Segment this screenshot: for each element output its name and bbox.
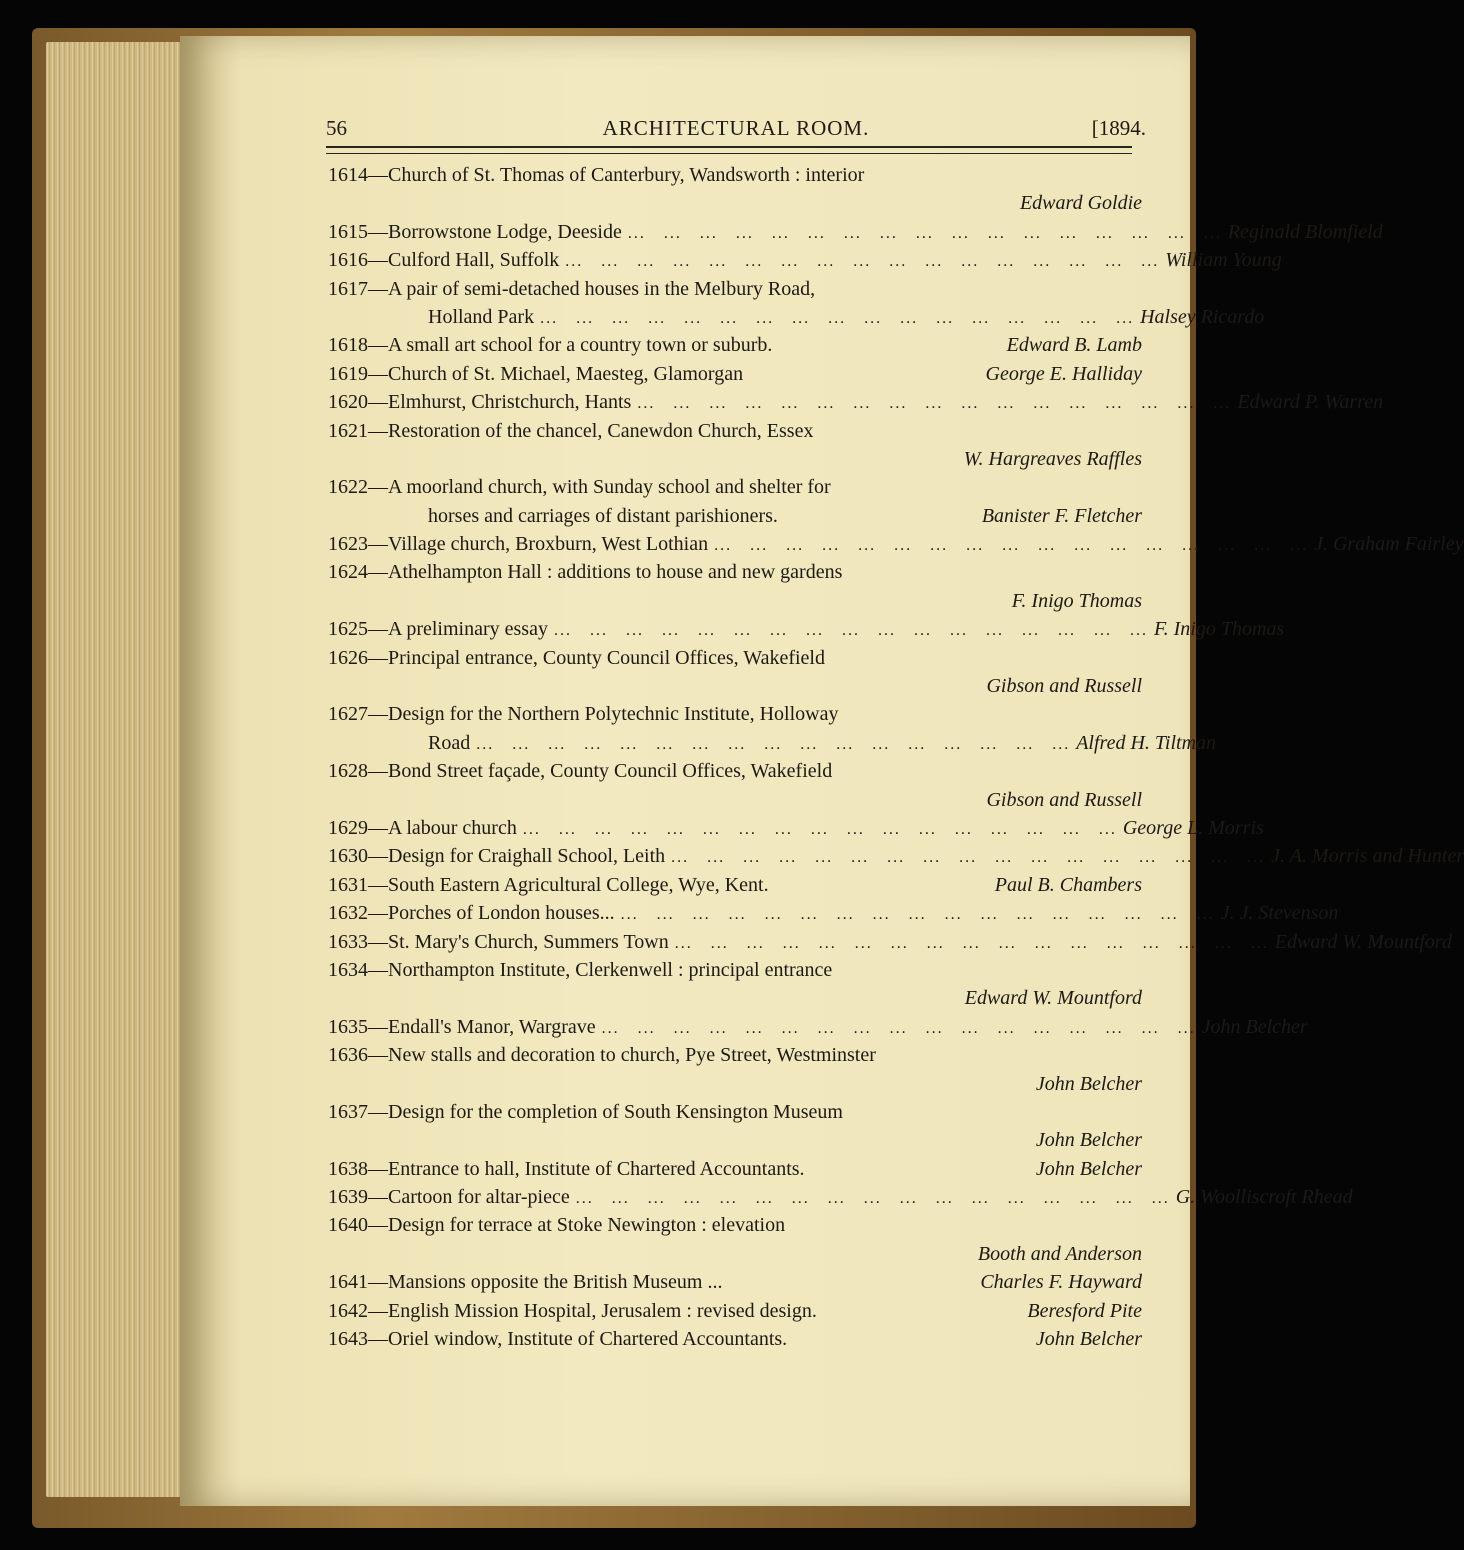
catalogue-entry [328, 1098, 1142, 1155]
entry-title: 1643—Oriel window, Institute of Chartered Accountants. [328, 1328, 788, 1351]
catalogue-entry [328, 1183, 1353, 1211]
dot-leader [615, 901, 1221, 929]
entry-author: Edward P. Warren [1237, 391, 1384, 414]
entry-title: 1630—Design for Craighall School, Leith [328, 845, 666, 868]
catalogue-entry [328, 331, 1142, 359]
entry-author: J. Graham Fairley [1314, 533, 1464, 556]
catalogue-entry [328, 161, 1142, 218]
entry-first-line [328, 1041, 1142, 1069]
catalogue-entry [328, 473, 1142, 530]
entry-author: John Belcher [1035, 1157, 1142, 1180]
entry-title: Holland Park [428, 305, 535, 328]
catalogue-entry [328, 530, 1464, 558]
entry-title: 1619—Church of St. Michael, Maesteg, Glamorgan [328, 362, 744, 385]
catalogue-entry [328, 814, 1264, 842]
catalogue-entry [328, 388, 1384, 416]
running-header [326, 112, 1146, 148]
entry-author: Banister F. Fletcher [981, 504, 1142, 527]
entry-title: 1626—Principal entrance, County Council Offices, Wakefield [328, 646, 825, 669]
entry-title: 1616—Culford Hall, Suffolk [328, 249, 560, 272]
entry-author: George L. Morris [1122, 816, 1264, 839]
dot-leader [665, 844, 1271, 872]
entry-title: horses and carriages of distant parishioners. [428, 504, 778, 527]
entry-author: Paul B. Chambers [994, 873, 1142, 896]
catalogue-entry [328, 899, 1339, 927]
catalogue-entry [328, 1155, 1142, 1183]
entry-title: 1625—A preliminary essay [328, 618, 548, 641]
entry-author: George E. Halliday [985, 362, 1142, 385]
dot-leader [517, 816, 1123, 844]
entry-author: John Belcher [1035, 1072, 1142, 1095]
catalogue-entry [328, 218, 1383, 246]
entry-title: Road [428, 731, 471, 754]
catalogue-entry [328, 1013, 1308, 1041]
entry-continuation-line [328, 303, 1265, 331]
entry-first-line [328, 360, 1142, 388]
entry-author: Edward W. Mountford [964, 987, 1142, 1010]
entry-first-line [328, 700, 1142, 728]
entry-title: 1629—A labour church [328, 816, 517, 839]
entry-author: Edward B. Lamb [1006, 334, 1142, 357]
entry-author: John Belcher [1201, 1015, 1308, 1038]
entry-title: 1640—Design for terrace at Stoke Newington : elevation [328, 1214, 786, 1237]
catalogue-list [328, 161, 1464, 1353]
entry-author: Alfred H. Tiltman [1076, 731, 1217, 754]
entry-continuation-line [328, 502, 1142, 530]
catalogue-entry [328, 700, 1217, 757]
entry-first-line [328, 246, 1282, 274]
entry-author: Booth and Anderson [977, 1242, 1142, 1265]
catalogue-entry [328, 1268, 1142, 1296]
dot-leader [596, 1015, 1202, 1043]
entry-first-line [328, 1297, 1142, 1325]
entry-first-line [328, 1325, 1142, 1353]
entry-continuation-line [328, 729, 1217, 757]
entry-title: 1614—Church of St. Thomas of Canterbury, Wandsworth : interior [328, 164, 865, 186]
catalogue-entry [328, 246, 1282, 274]
entry-author: F. Inigo Thomas [1153, 618, 1285, 641]
entry-author: Charles F. Hayward [980, 1271, 1142, 1294]
dot-leader [622, 220, 1228, 248]
entry-first-line [328, 388, 1384, 416]
entry-first-line [328, 842, 1464, 870]
catalogue-entry [328, 956, 1142, 1013]
entry-first-line [328, 899, 1339, 927]
entry-author: John Belcher [1035, 1129, 1142, 1152]
catalogue-entry [328, 1211, 1142, 1268]
entry-first-line [328, 218, 1383, 246]
dot-leader [570, 1185, 1176, 1213]
entry-title: 1618—A small art school for a country town or suburb. [328, 334, 773, 357]
entry-title: 1642—English Mission Hospital, Jerusalem : revised design. [328, 1299, 817, 1322]
entry-author: Edward W. Mountford [1274, 930, 1452, 953]
header-rule [326, 146, 1132, 154]
entry-first-line [328, 473, 1142, 501]
entry-title: 1631—South Eastern Agricultural College, Wye, Kent. [328, 873, 769, 896]
entry-first-line [328, 615, 1285, 643]
entry-title: 1621—Restoration of the chancel, Canewdon Church, Essex [328, 419, 814, 442]
entry-author: Gibson and Russell [986, 788, 1142, 811]
entry-title: 1620—Elmhurst, Christchurch, Hants [328, 391, 632, 414]
entry-author: Reginald Blomfield [1227, 220, 1383, 243]
entry-title: 1634—Northampton Institute, Clerkenwell : principal entrance [328, 958, 833, 981]
catalogue-entry [328, 1297, 1142, 1325]
entry-first-line [328, 1211, 1142, 1239]
entry-author: F. Inigo Thomas [1011, 589, 1142, 612]
dot-leader [708, 532, 1314, 560]
dot-leader [669, 930, 1275, 958]
entry-first-line [328, 331, 1142, 359]
entry-title: 1636—New stalls and decoration to church, Pye Street, Westminster [328, 1044, 876, 1067]
entry-author: G. Woolliscroft Rhead [1175, 1186, 1353, 1209]
entry-first-line [328, 871, 1142, 899]
entry-author: W. Hargreaves Raffles [963, 447, 1142, 470]
catalogue-entry [328, 842, 1464, 870]
entry-author: Halsey Ricardo [1140, 305, 1265, 328]
entry-title: 1632—Porches of London houses... [328, 902, 615, 925]
entry-title: 1639—Cartoon for altar-piece [328, 1186, 570, 1209]
entry-first-line [328, 558, 1142, 586]
dot-leader [559, 248, 1165, 276]
catalogue-entry [328, 558, 1142, 615]
entry-first-line [328, 1013, 1308, 1041]
entry-author: J. J. Stevenson [1220, 902, 1339, 925]
page-title: ARCHITECTURAL ROOM. [602, 116, 870, 140]
header-year: [1894. [1091, 116, 1146, 140]
entry-title: 1622—A moorland church, with Sunday school and shelter for [328, 476, 831, 499]
entry-author: Gibson and Russell [986, 675, 1142, 698]
catalogue-entry [328, 1041, 1142, 1098]
entry-author: Beresford Pite [1027, 1299, 1142, 1322]
entry-title: 1628—Bond Street façade, County Council Offices, Wakefield [328, 760, 833, 783]
entry-first-line [328, 644, 1142, 672]
page-number: 56 [326, 116, 347, 140]
dot-leader [470, 731, 1076, 759]
entry-author: J. A. Morris and Hunter [1271, 845, 1464, 868]
entry-first-line [328, 530, 1464, 558]
dot-leader [631, 390, 1237, 418]
entry-first-line [328, 161, 1142, 189]
catalogue-entry [328, 757, 1142, 814]
catalogue-entry [328, 615, 1285, 643]
entry-title: 1623—Village church, Broxburn, West Lothian [328, 533, 709, 556]
entry-author: Edward Goldie [1019, 192, 1142, 215]
entry-title: 1635—Endall's Manor, Wargrave [328, 1015, 596, 1038]
entry-title: 1627—Design for the Northern Polytechnic Institute, Holloway [328, 703, 839, 726]
entry-first-line [328, 1183, 1353, 1211]
entry-title: 1641—Mansions opposite the British Museum ... [328, 1271, 723, 1294]
catalogue-entry [328, 275, 1265, 332]
catalogue-entry [328, 417, 1142, 474]
entry-title: 1624—Athelhampton Hall : additions to house and new gardens [328, 561, 843, 584]
catalogue-entry [328, 644, 1142, 701]
entry-first-line [328, 1155, 1142, 1183]
catalogue-entry [328, 360, 1142, 388]
dot-leader [548, 617, 1154, 645]
entry-author: William Young [1165, 249, 1282, 272]
entry-title: 1633—St. Mary's Church, Summers Town [328, 930, 669, 953]
entry-first-line [328, 814, 1264, 842]
entry-title: 1615—Borrowstone Lodge, Deeside [328, 220, 622, 243]
page-edges [46, 42, 196, 1497]
catalogue-entry [328, 1325, 1142, 1353]
entry-first-line [328, 275, 1142, 303]
entry-first-line [328, 417, 1142, 445]
entry-first-line [328, 956, 1142, 984]
dot-leader [534, 305, 1140, 333]
entry-first-line [328, 1268, 1142, 1296]
catalogue-entry [328, 871, 1142, 899]
catalogue-entry [328, 928, 1452, 956]
entry-first-line [328, 1098, 1142, 1126]
entry-first-line [328, 757, 1142, 785]
entry-author: John Belcher [1035, 1328, 1142, 1351]
entry-first-line [328, 928, 1452, 956]
entry-title: 1637—Design for the completion of South Kensington Museum [328, 1100, 843, 1123]
entry-title: 1638—Entrance to hall, Institute of Chartered Accountants. [328, 1157, 805, 1180]
entry-title: 1617—A pair of semi-detached houses in the Melbury Road, [328, 277, 816, 300]
